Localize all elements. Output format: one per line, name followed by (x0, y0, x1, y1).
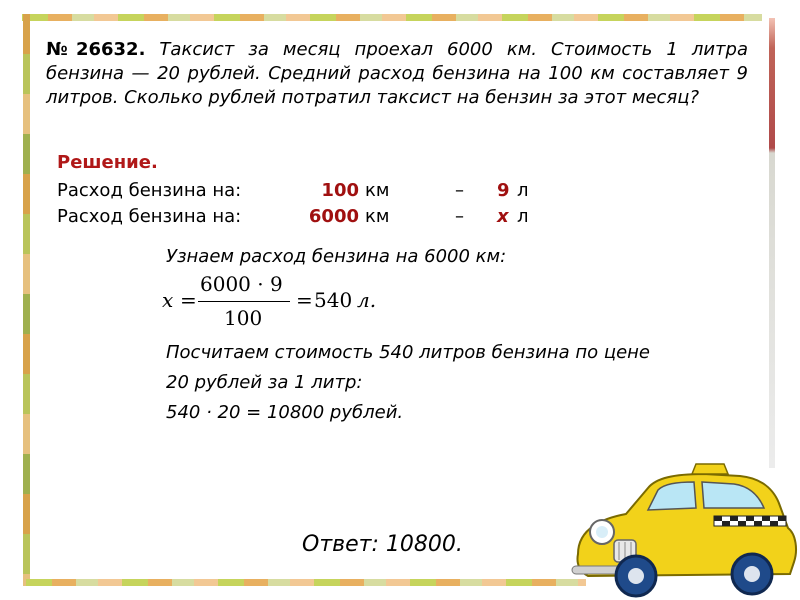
step-calculation: 540 · 20 = 10800 рублей. (166, 402, 404, 423)
frame-bottom-stripe (26, 579, 586, 586)
formula-equals: = (296, 288, 313, 312)
row-dash: – (455, 180, 464, 201)
step-cost-line-1: Посчитаем стоимость 540 литров бензина по цене (166, 342, 651, 363)
frame-right-stripe (769, 18, 775, 468)
formula-numerator: 6000 · 9 (200, 272, 283, 296)
row-unit: км (365, 206, 390, 227)
step-cost-line-2: 20 рублей за 1 литр: (166, 372, 363, 393)
row-label: Расход бензина на: (57, 206, 242, 227)
problem-statement (46, 38, 748, 110)
row-quantity: 6000 (308, 206, 359, 227)
row-value-unit: л (517, 180, 529, 201)
problem-text: Таксист за месяц проехал 6000 км. Стоимость 1 литра бензина — 20 рублей. Средний расход бензина на 100 км составляет 9 литров. Сколько рублей потратил таксист на бензин за этот месяц? (46, 39, 748, 108)
answer: Ответ: 10800. (302, 532, 463, 557)
formula-variable: x (162, 288, 174, 312)
formula-denominator: 100 (224, 306, 263, 330)
formula-unit: л. (357, 288, 377, 312)
taxi-car-illustration (564, 458, 800, 600)
problem-number: №26632. (46, 39, 146, 60)
row-dash: – (455, 206, 464, 227)
formula-result: 540 (314, 288, 353, 312)
row-value: 9 (497, 180, 510, 201)
step-find-consumption: Узнаем расход бензина на 6000 км: (166, 246, 507, 267)
frame-top-stripe (22, 14, 762, 21)
row-value: x (497, 206, 509, 227)
fraction-bar (198, 301, 290, 302)
row-unit: км (365, 180, 390, 201)
solution-title: Решение. (57, 152, 158, 173)
row-quantity: 100 (321, 180, 359, 201)
row-label: Расход бензина на: (57, 180, 242, 201)
row-value-unit: л (517, 206, 529, 227)
frame-left-stripe (23, 14, 30, 586)
formula-equals: = (180, 288, 197, 312)
fraction-formula (160, 272, 400, 332)
